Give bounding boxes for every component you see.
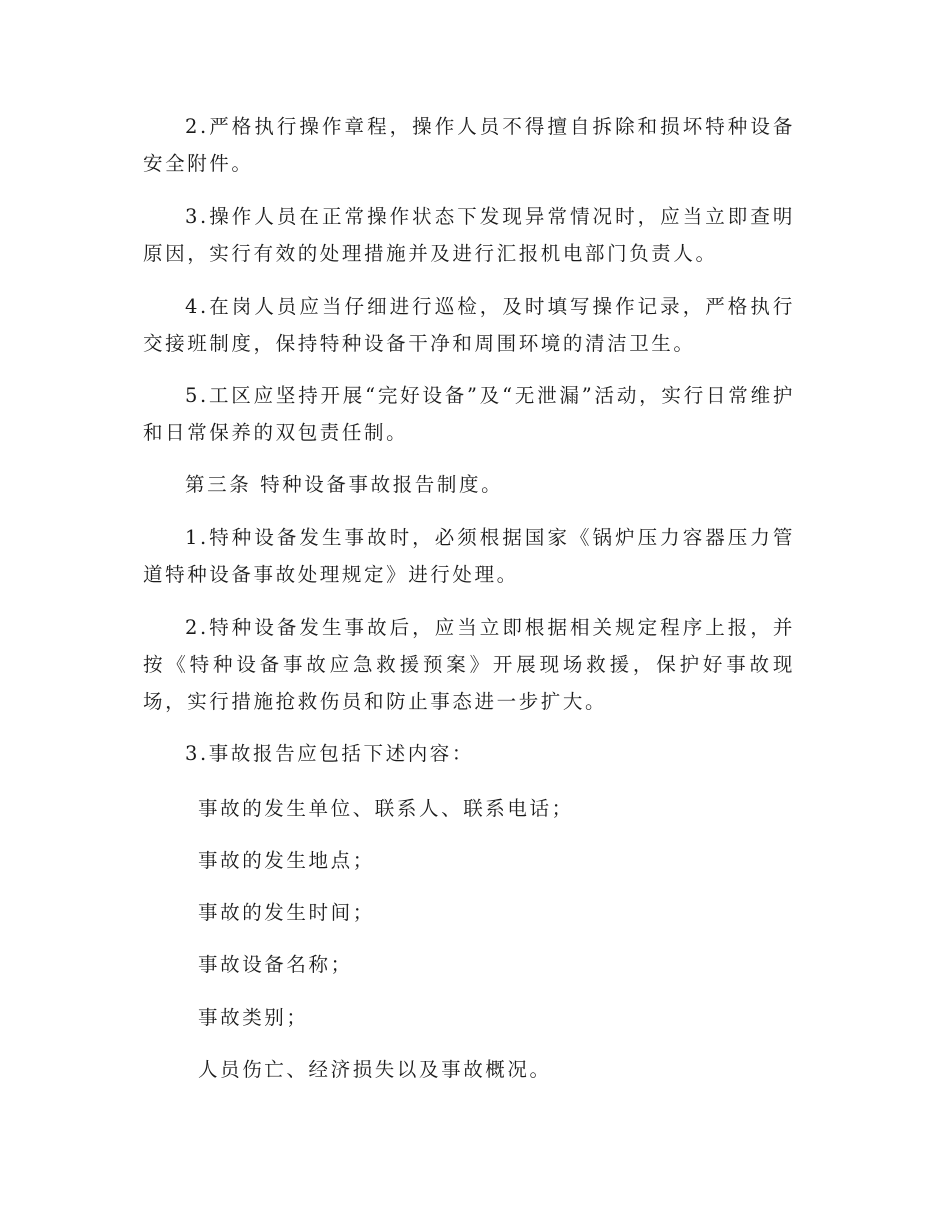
paragraph-inspection: 4.在岗人员应当仔细进行巡检，及时填写操作记录，严格执行交接班制度，保持特种设备干净和周围环境的清洁卫生。 [143,295,795,355]
paragraph-accident-reporting: 2.特种设备发生事故后，应当立即根据相关规定程序上报，并按《特种设备事故应急救援预案》开展现场救援，保护好事故现场，实行措施抢救伤员和防止事态进一步扩大。 [143,616,795,713]
article-heading: 第三条 特种设备事故报告制度。 [185,473,504,496]
list-item: 事故的发生地点； [198,849,375,872]
paragraph-maintenance: 5.工区应坚持开展“完好设备”及“无泄漏”活动，实行日常维护和日常保养的双包责任制。 [143,384,795,444]
paragraph-abnormal-handling: 3.操作人员在正常操作状态下发现异常情况时，应当立即查明原因，实行有效的处理措施并及进行汇报机电部门负责人。 [143,205,795,265]
paragraph-accident-handling: 1.特种设备发生事故时，必须根据国家《锅炉压力容器压力管道特种设备事故处理规定》进行处理。 [143,526,795,586]
list-item: 事故设备名称； [198,953,353,976]
paragraph-report-contents: 3.事故报告应包括下述内容： [185,742,475,765]
list-item: 事故的发生时间； [198,901,375,924]
list-item: 事故的发生单位、联系人、联系电话； [198,797,574,820]
list-item: 事故类别； [198,1006,309,1029]
paragraph-operating-rules: 2.严格执行操作章程，操作人员不得擅自拆除和损坏特种设备安全附件。 [143,115,795,175]
list-item: 人员伤亡、经济损失以及事故概况。 [198,1058,552,1081]
